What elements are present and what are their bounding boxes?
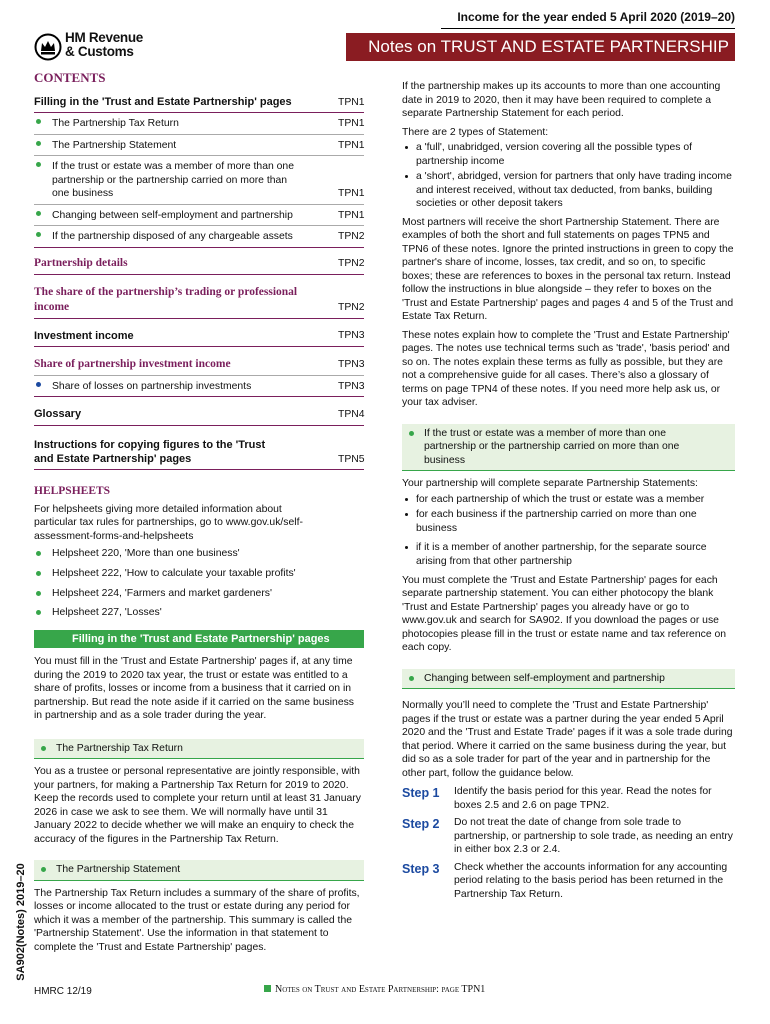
notes-explain-paragraph: These notes explain how to complete the 'Trust and Estate Partnership' pages. The notes use technical terms such as 'trade', 'basis period' and so on. The notes explain these terms as fully as possible, but they are not a comprehensive guide for all cases. There’s also a glossary of terms on page TPN4 of these notes. If you need more help ask us, or your tax adviser. xyxy=(402,329,730,409)
contents-row-page: TPN3 xyxy=(338,330,365,342)
footer-page xyxy=(264,983,485,996)
box-label: The Partnership Tax Return xyxy=(56,742,183,754)
bullet-icon xyxy=(36,119,41,124)
contents-row[interactable] xyxy=(34,205,364,227)
steps-list xyxy=(402,785,735,901)
bullet-icon xyxy=(409,431,414,436)
form-code-text: SA902(Notes) 2019–20 xyxy=(14,863,27,981)
contents-row-page: TPN5 xyxy=(338,453,365,465)
contents-row-title: The Partnership Statement xyxy=(52,139,177,151)
contents-row[interactable] xyxy=(34,113,364,135)
step-number: Step 1 xyxy=(402,786,440,801)
contents-row-page: TPN4 xyxy=(338,409,365,421)
bullet-icon xyxy=(409,676,414,681)
contents-row[interactable] xyxy=(34,248,364,275)
helpsheets-intro: For helpsheets giving more detailed information about particular tax rules for partnerships, go to www.gov.uk/self-assessment-forms-and-helpsheets xyxy=(34,503,303,542)
step-text: Check whether the accounts information for any accounting period relating to the basis period has been returned in the Partnership Tax Return. xyxy=(454,861,728,900)
helpsheet-item[interactable]: Helpsheet 222, 'How to calculate your taxable profits' xyxy=(34,567,364,581)
square-bullet-icon xyxy=(264,985,271,992)
step-number: Step 2 xyxy=(402,817,440,832)
contents-row-page: TPN2 xyxy=(338,258,365,270)
more-than-one-partnership-box xyxy=(402,424,735,472)
helpsheets-section xyxy=(34,484,364,626)
contents-row[interactable] xyxy=(34,275,364,319)
contents-row-title: Filling in the 'Trust and Estate Partnership' pages xyxy=(34,95,292,108)
logo-line2: & Customs xyxy=(65,44,134,59)
partnership-statement-box xyxy=(34,860,364,881)
changing-employment-box xyxy=(402,669,735,690)
logo-line1: HM Revenue xyxy=(65,30,144,45)
filling-paragraph: You must fill in the 'Trust and Estate Partnership' pages if, at any time during the 2019 to 2020 tax year, the trust or estate was entitled to a share of profits, losses or income from a business that it carried on in partnership. But read the note aside if it carried on the same business in partnership and as a sole trader during the year. xyxy=(34,656,354,722)
contents-row-title: If the partnership disposed of any chargeable assets xyxy=(52,231,293,243)
contents-row-page: TPN1 xyxy=(338,188,365,200)
step-item xyxy=(402,816,735,857)
bullet-icon xyxy=(36,232,41,237)
right-column xyxy=(402,80,735,905)
contents-row[interactable] xyxy=(34,426,364,471)
contents-row-page: TPN3 xyxy=(338,359,365,371)
statement-type-item: a 'short', abridged, version for partners that only have trading income and interest received, without tax deducted, from banks, building societies or other deposit takers xyxy=(402,170,735,211)
contents-row-page: TPN2 xyxy=(338,231,365,243)
accounting-date-paragraph: If the partnership makes up its accounts to more than one accounting date in 2019 to 2020, then it may have been required to complete a separate Partnership Statement for each period. xyxy=(402,81,721,120)
title-banner: Notes on TRUST AND ESTATE PARTNERSHIP xyxy=(346,33,735,61)
contents-row[interactable] xyxy=(34,135,364,157)
bullet-icon xyxy=(36,211,41,216)
contents-row[interactable] xyxy=(34,397,364,425)
contents-row[interactable] xyxy=(34,376,364,398)
statement-paragraph: The Partnership Tax Return includes a summary of the share of profits, losses or income allocated to the trust or estate during any period for which it was a member of the partnership. This summary is called the 'Partnership Statement'. Use the information in that statement to complete the 'Trust and Estate Partnership' pages. xyxy=(34,887,360,953)
hmrc-logo xyxy=(34,31,174,65)
contents-row[interactable] xyxy=(34,319,364,347)
separate-statement-item: if it is a member of another partnership, for the separate source arising from that other partnership xyxy=(402,541,735,568)
filling-heading-bar: Filling in the 'Trust and Estate Partnership' pages xyxy=(34,630,364,648)
separate-statement-item: for each partnership of which the trust or estate was a member xyxy=(402,493,735,507)
box-label: If the trust or estate was a member of more than one partnership or the partnership carried on more than one business xyxy=(424,427,680,466)
contents-row-page: TPN1 xyxy=(338,139,365,151)
tax-return-paragraph: You as a trustee or personal representative are jointly responsible, with your partners, for making a Partnership Tax Return for 2019 to 2020. Keep the records used to complete your return until at least 31 January 2026 in case we ask to see them. We will normally have until 31 January 2022 to decide whether we will make an enquiry to check the accuracy of the figures in the Partnership Tax Return. xyxy=(34,766,361,845)
contents-row-title: Share of losses on partnership investments xyxy=(52,380,252,392)
form-code-vertical xyxy=(14,846,28,998)
contents-row-title: The Partnership Tax Return xyxy=(52,118,179,130)
box-label: The Partnership Statement xyxy=(56,864,181,876)
contents-row[interactable] xyxy=(34,91,364,113)
contents-row-title: Share of partnership investment income xyxy=(34,357,231,370)
contents-row[interactable] xyxy=(34,226,364,248)
contents-row-page: TPN1 xyxy=(338,96,365,108)
contents-row-title: Investment income xyxy=(34,329,134,342)
step-item xyxy=(402,785,735,812)
crown-crest-icon xyxy=(34,33,62,61)
bullet-icon xyxy=(36,382,41,387)
footer-page-text: Notes on Trust and Estate Partnership: page TPN1 xyxy=(275,984,486,995)
contents-row-title: If the trust or estate was a member of more than one partnership or the partnership carried on more than one business xyxy=(52,161,294,200)
contents-heading: CONTENTS xyxy=(34,70,106,85)
step-item xyxy=(402,861,735,902)
helpsheet-item[interactable]: Helpsheet 227, 'Losses' xyxy=(34,606,364,620)
step-number: Step 3 xyxy=(402,861,440,876)
page-header-title: Income for the year ended 5 April 2020 (2019–20) xyxy=(441,4,735,29)
contents-row-title: Glossary xyxy=(34,408,82,421)
short-statement-paragraph: Most partners will receive the short Partnership Statement. There are examples of both the short and full statements on pages TPN5 and TPN6 of these notes. Ignore the printed instructions in green to copy the partner's share of income, losses, tax credit, and so on, to specific boxes; these are references to boxes in the personal tax return. Instead follow the instructions in blue alongside – they refer to boxes on the 'Trust and Estate Partnership' pages and pages 4 and 5 of the Trust and Estate Tax Return. xyxy=(402,216,734,323)
complete-pages-paragraph: You must complete the 'Trust and Estate Partnership' pages for each separate partnership statement. You can either photocopy the blank 'Trust and Estate Partnership' pages you already have or go to www.gov.uk and search for SA902. If you download the pages or use photocopies please fill in the trust or estate name and tax reference on each copy. xyxy=(402,574,727,654)
contents-row[interactable] xyxy=(34,347,364,376)
helpsheet-item[interactable]: Helpsheet 220, 'More than one business' xyxy=(34,547,364,561)
bullet-icon xyxy=(41,867,46,872)
footer-code: HMRC 12/19 xyxy=(34,986,92,997)
contents-row-title: Changing between self-employment and partnership xyxy=(52,209,293,221)
contents-row-title: Instructions for copying figures to the 'Trust and Estate Partnership' pages xyxy=(34,438,266,465)
contents-row-title: Partnership details xyxy=(34,256,128,269)
bullet-icon xyxy=(36,141,41,146)
helpsheet-item[interactable]: Helpsheet 224, 'Farmers and market gardeners' xyxy=(34,587,364,601)
statement-types-intro: There are 2 types of Statement: xyxy=(402,126,549,138)
contents-row-page: TPN1 xyxy=(338,118,365,130)
statement-type-item: a 'full', unabridged, version covering all the possible types of partnership income xyxy=(402,141,735,168)
bullet-icon xyxy=(36,162,41,167)
step-text: Do not treat the date of change from sole trade to partnership, or partnership to sole trade, as needing an entry in either box 2.3 or 2.4. xyxy=(454,817,733,856)
step-text: Identify the basis period for this year. Read the notes for boxes 2.5 and 2.6 on page TPN2. xyxy=(454,786,712,811)
partnership-tax-return-box xyxy=(34,739,364,760)
contents-section xyxy=(34,70,364,470)
contents-row-page: TPN2 xyxy=(338,302,365,314)
contents-row-page: TPN1 xyxy=(338,209,365,221)
contents-row-page: TPN3 xyxy=(338,380,365,392)
helpsheets-heading: HELPSHEETS xyxy=(34,485,111,497)
separate-statement-item: for each business if the partnership carried on more than one business xyxy=(402,508,716,535)
box-label: Changing between self-employment and partnership xyxy=(424,672,665,684)
separate-statements-intro: Your partnership will complete separate Partnership Statements: xyxy=(402,478,698,490)
contents-row-title: The share of the partnership’s trading or professional income xyxy=(34,285,298,313)
changing-paragraph: Normally you’ll need to complete the 'Trust and Estate Partnership' pages if the trust or estate was a partner during the year ended 5 April 2020 and the 'Trust and Estate Trade' pages if it was a sole trade during that period. Where it carried on the same business during the year, but did so as a sole trader for part of the year and in partnership for the other part, follow the guidance below. xyxy=(402,700,733,779)
bullet-icon xyxy=(41,746,46,751)
filling-section xyxy=(34,630,364,954)
contents-row[interactable] xyxy=(34,156,364,205)
